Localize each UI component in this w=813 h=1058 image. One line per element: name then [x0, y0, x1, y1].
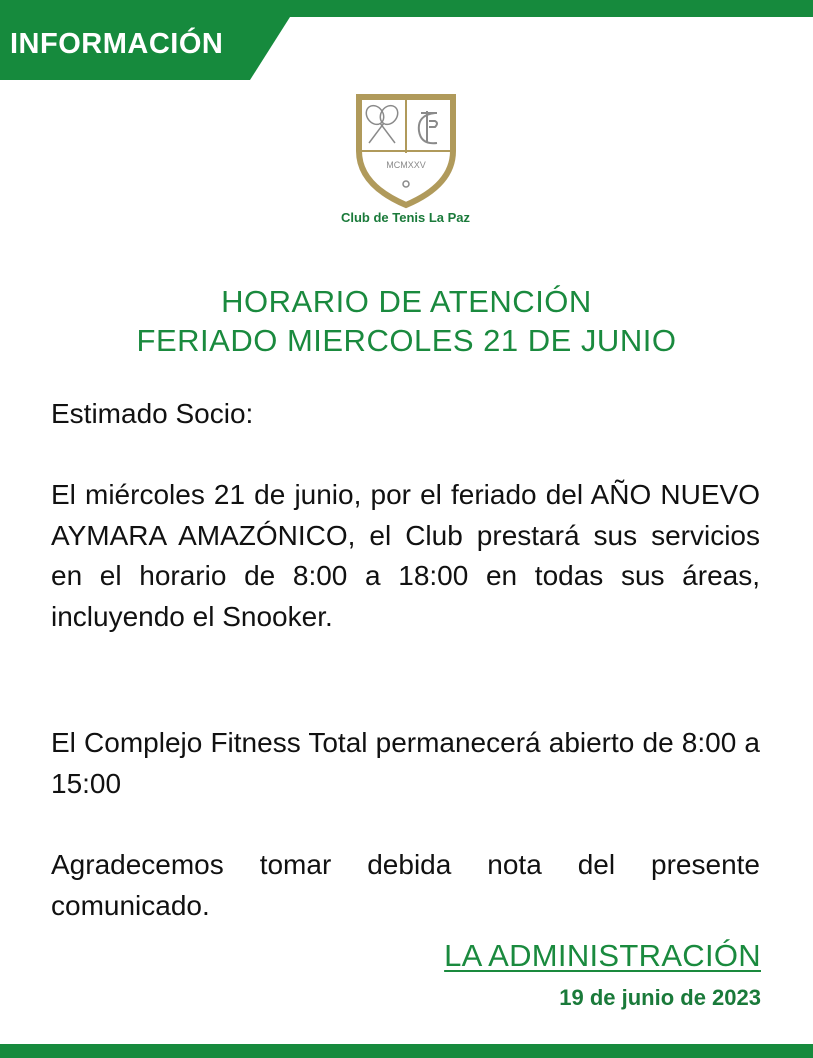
monogram-ctlp-icon [419, 111, 437, 143]
club-name-text: Club de Tenis La Paz [340, 210, 471, 225]
signature-date: 19 de junio de 2023 [559, 985, 761, 1010]
signature-name: LA ADMINISTRACIÓN [444, 938, 761, 973]
club-name [0, 210, 813, 225]
information-label: INFORMACIÓN [10, 28, 224, 60]
top-green-bar [0, 0, 813, 17]
crossed-rackets-icon [363, 102, 402, 143]
bottom-green-bar [0, 1044, 813, 1058]
title-line-2: FERIADO MIERCOLES 21 DE JUNIO [136, 323, 677, 358]
paragraph-fitness: El Complejo Fitness Total permanecerá abierto de 8:00 a 15:00 [51, 727, 760, 799]
greeting: Estimado Socio: [51, 398, 254, 429]
roman-numeral: MCMXXV [386, 160, 426, 170]
title-line-1: HORARIO DE ATENCIÓN [221, 284, 592, 319]
paragraph-closing: Agradecemos tomar debida nota del presente comunicado. [51, 849, 760, 921]
club-crest-logo [355, 93, 457, 209]
ball-icon [403, 181, 409, 187]
paragraph-schedule: El miércoles 21 de junio, por el feriado del AÑO NUEVO AYMARA AMAZÓNICO, el Club prestará sus servicios en el horario de 8:00 a 18:00 en todas sus áreas, incluyendo el Snooker. [51, 479, 760, 632]
